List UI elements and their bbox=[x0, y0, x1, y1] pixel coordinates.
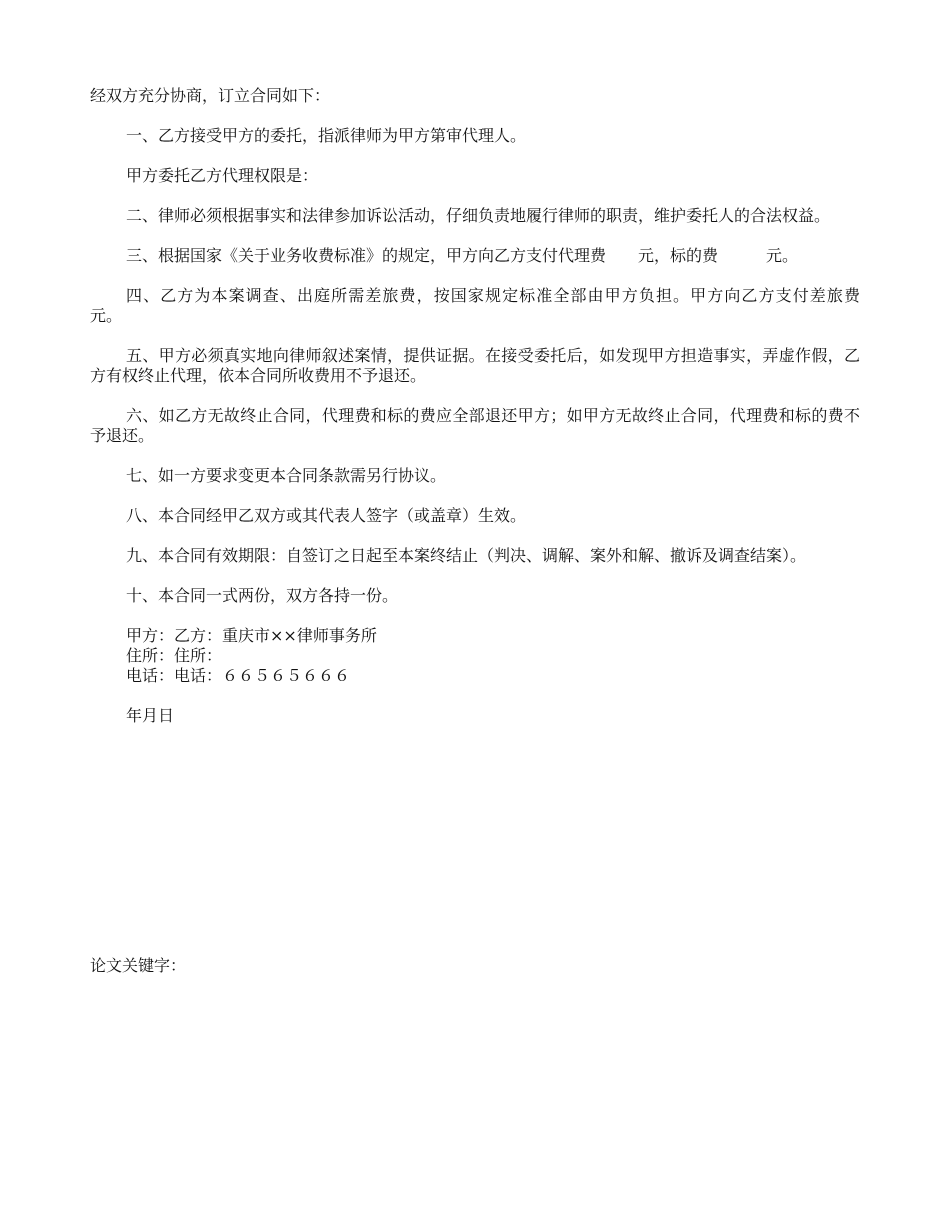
clause-7: 七、如一方要求变更本合同条款需另行协议。 bbox=[126, 466, 447, 485]
clause-8: 八、本合同经甲乙双方或其代表人签字（或盖章）生效。 bbox=[126, 506, 527, 525]
clause-6: 六、如乙方无故终止合同，代理费和标的费应全部退还甲方；如甲方无故终止合同，代理费和标的费不予退还。 bbox=[90, 406, 860, 445]
clause-9: 九、本合同有效期限：自签订之日起至本案终结止（判决、调解、案外和解、撤诉及调查结案）。 bbox=[126, 546, 807, 565]
contract-document bbox=[90, 86, 893, 726]
clause-2: 二、律师必须根据事实和法律参加诉讼活动，仔细负责地履行律师的职责，维护委托人的合法权益。 bbox=[126, 206, 831, 225]
authority-scope: 甲方委托乙方代理权限是： bbox=[126, 166, 319, 185]
address-line: 住所：住所： bbox=[126, 646, 223, 665]
clause-1: 一、乙方接受甲方的委托，指派律师为甲方第审代理人。 bbox=[126, 126, 527, 145]
clause-3: 三、根据国家《关于业务收费标准》的规定，甲方向乙方支付代理费 元，标的费 元。 bbox=[126, 246, 799, 265]
signature-block bbox=[90, 626, 860, 686]
clause-10: 十、本合同一式两份，双方各持一份。 bbox=[126, 586, 399, 605]
clause-4: 四、乙方为本案调查、出庭所需差旅费，按国家规定标准全部由甲方负担。甲方向乙方支付差旅费 元。 bbox=[90, 286, 893, 325]
party-line: 甲方：乙方：重庆市××律师事务所 bbox=[126, 626, 377, 645]
phone-line: 电话：电话：６６５６５６６６ bbox=[126, 666, 351, 685]
date-line: 年月日 bbox=[126, 706, 175, 725]
intro-paragraph: 经双方充分协商，订立合同如下： bbox=[90, 86, 331, 105]
clause-5: 五、甲方必须真实地向律师叙述案情，提供证据。在接受委托后，如发现甲方担造事实，弄虚作假，乙方有权终止代理，依本合同所收费用不予退还。 bbox=[90, 346, 860, 385]
keywords-label: 论文关键字： bbox=[90, 956, 187, 975]
